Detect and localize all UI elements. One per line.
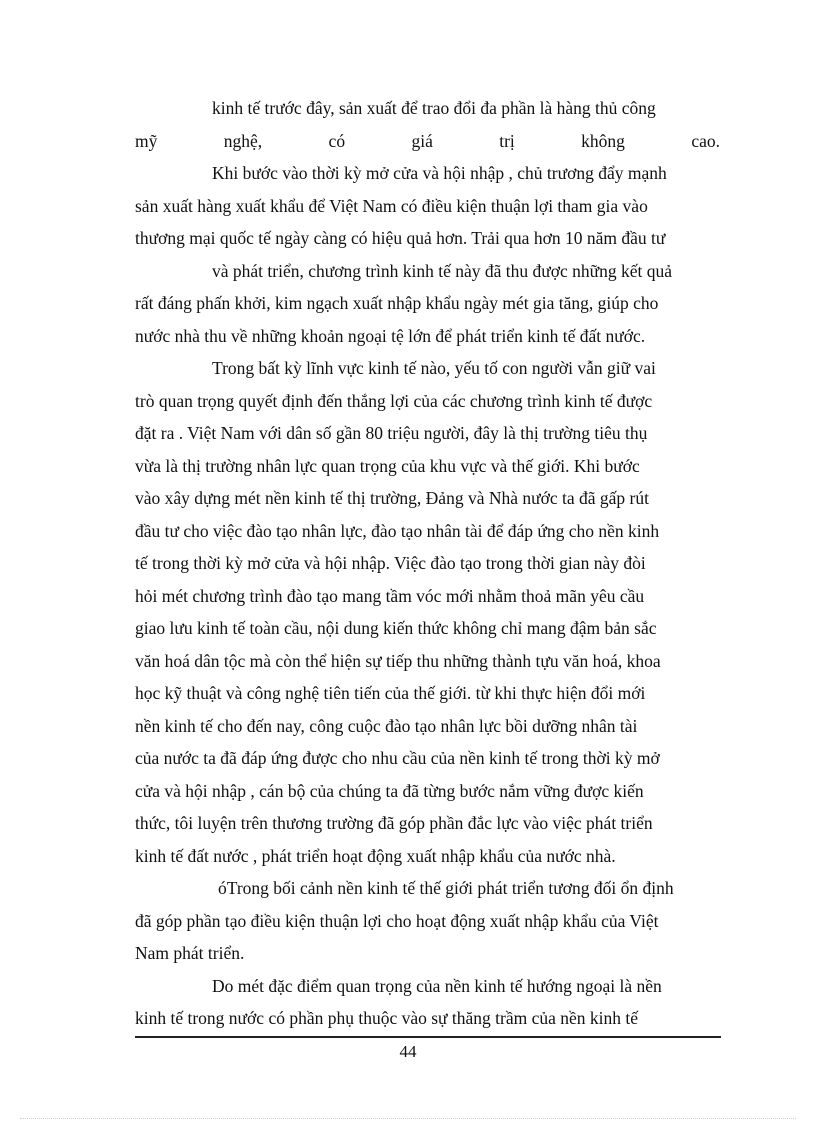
text-line: vừa là thị trường nhân lực quan trọng của khu vực và thế giới. Khi bước: [135, 456, 640, 476]
text-line: rất đáng phấn khởi, kim ngạch xuất nhập khẩu ngày mét gia tăng, giúp cho: [135, 293, 659, 313]
text-line: cửa và hội nhập , cán bộ của chúng ta đã từng bước nắm vững được kiến: [135, 781, 644, 801]
text-line: kinh tế trong nước có phần phụ thuộc vào sự thăng trầm của nền kinh tế: [135, 1008, 639, 1028]
text-line: và phát triển, chương trình kinh tế này đã thu được những kết quả: [212, 261, 673, 281]
text-line: nền kinh tế cho đến nay, công cuộc đào tạo nhân lực bồi dưỡng nhân tài: [135, 716, 638, 736]
page-number: 44: [399, 1042, 417, 1061]
footer-divider: [135, 1036, 721, 1038]
text-line: đầu tư cho việc đào tạo nhân lực, đào tạo nhân tài để đáp ứng cho nền kinh: [135, 521, 660, 541]
text-line: thương mại quốc tế ngày càng có hiệu quả hơn. Trải qua hơn 10 năm đầu tư: [135, 228, 666, 248]
text-line: mỹ nghệ, có giá trị không cao.: [135, 131, 720, 151]
text-line: đã góp phần tạo điều kiện thuận lợi cho hoạt động xuất nhập khẩu của Việt: [135, 911, 659, 931]
text-line: kinh tế đất nước , phát triển hoạt động xuất nhập khẩu của nước nhà.: [135, 846, 616, 866]
text-line: hỏi mét chương trình đào tạo mang tầm vóc mới nhằm thoả mãn yêu cầu: [135, 586, 645, 606]
text-line: nước nhà thu về những khoản ngoại tệ lớn để phát triển kinh tế đất nước.: [135, 326, 646, 346]
text-line: vào xây dựng mét nền kinh tế thị trường, Đảng và Nhà nước ta đã gấp rút: [135, 488, 649, 508]
text-line: kinh tế trước đây, sản xuất để trao đổi đa phần là hàng thủ công: [212, 98, 656, 118]
text-line: tế trong thời kỳ mở cửa và hội nhập. Việc đào tạo trong thời gian này đòi: [135, 553, 646, 573]
text-line: sản xuất hàng xuất khẩu để Việt Nam có điều kiện thuận lợi tham gia vào: [135, 196, 648, 216]
text-line: óTrong bối cảnh nền kinh tế thế giới phát triển tương đối ổn định: [218, 878, 674, 898]
text-line: đặt ra . Việt Nam với dân số gần 80 triệu người, đây là thị trường tiêu thụ: [135, 423, 648, 443]
text-line: giao lưu kinh tế toàn cầu, nội dung kiến thức không chỉ mang đậm bản sắc: [135, 618, 657, 638]
text-line: Trong bất kỳ lĩnh vực kinh tế nào, yếu tố con người vẫn giữ vai: [212, 358, 656, 378]
text-line: của nước ta đã đáp ứng được cho nhu cầu của nền kinh tế trong thời kỳ mở: [135, 748, 660, 768]
text-line: Nam phát triển.: [135, 943, 245, 963]
text-line: văn hoá dân tộc mà còn thể hiện sự tiếp thu những thành tựu văn hoá, khoa: [135, 651, 661, 671]
page-bottom-border: [20, 1118, 796, 1119]
text-line: học kỹ thuật và công nghệ tiên tiến của thế giới. từ khi thực hiện đổi mới: [135, 683, 646, 703]
text-line: Khi bước vào thời kỳ mở cửa và hội nhập , chủ trương đẩy mạnh: [212, 163, 667, 183]
text-line: Do mét đặc điểm quan trọng của nền kinh tế hướng ngoại là nền: [212, 976, 662, 996]
text-line: trò quan trọng quyết định đến thắng lợi của các chương trình kinh tế được: [135, 391, 653, 411]
text-line: thức, tôi luyện trên thương trường đã góp phần đắc lực vào việc phát triển: [135, 813, 653, 833]
